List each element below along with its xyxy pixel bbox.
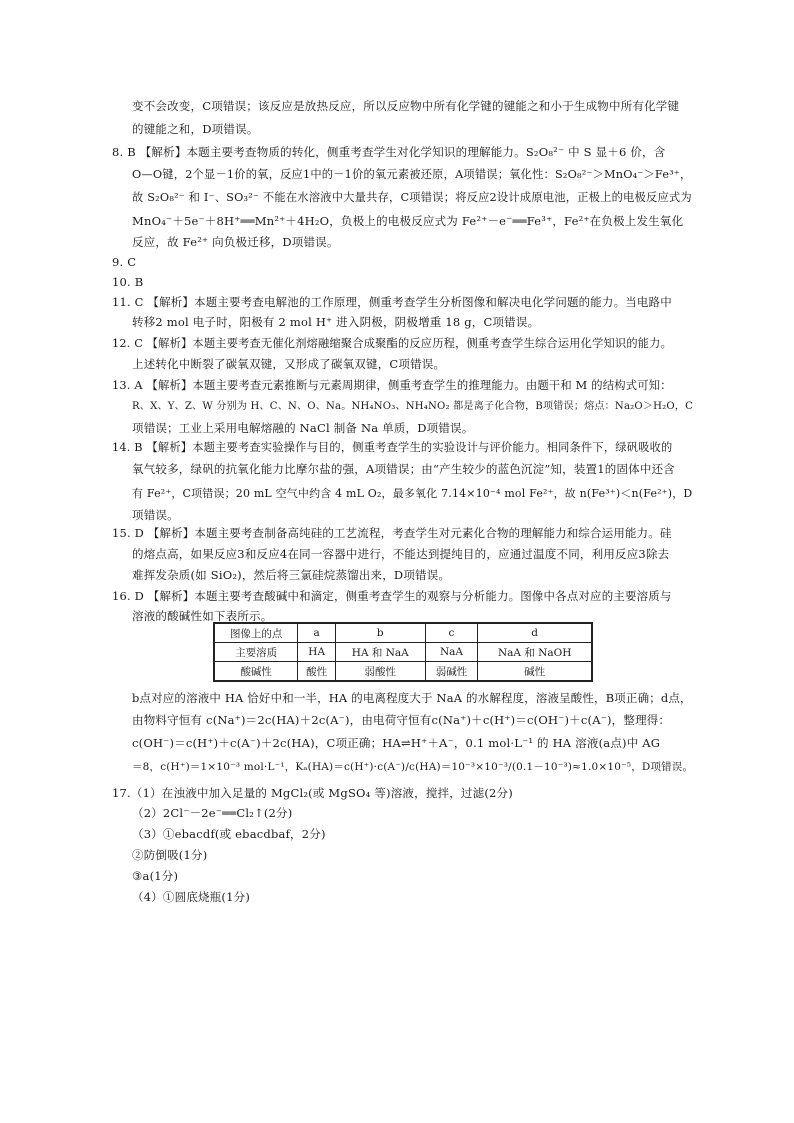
answer-9: 9. C bbox=[112, 255, 137, 269]
text-line: （2）2Cl⁻－2e⁻══Cl₂↑(2分) bbox=[132, 806, 293, 820]
table-cell: HA 和 NaA bbox=[335, 643, 425, 662]
answer-15-line: 15. D 【解析】本题主要考查制备高纯硅的工艺流程，考查学生对元素化合物的理解能力和综合运用能力。硅 bbox=[112, 526, 672, 540]
table-cell: c bbox=[425, 623, 478, 643]
table-cell: HA bbox=[298, 643, 336, 662]
table-cell: 酸性 bbox=[298, 662, 336, 682]
text-line: R、X、Y、Z、W 分别为 H、C、N、O、Na。NH₄NO₃、NH₄NO₂ 都是离子化合物，B项错误；熔点：Na₂O＞H₂O，C bbox=[132, 401, 694, 412]
text-line: 难挥发杂质(如 SiO₂)，然后将三氯硅烷蒸馏出来，D项错误。 bbox=[132, 568, 451, 582]
table-cell: 碱性 bbox=[478, 662, 592, 682]
table-intro: 溶液的酸碱性如下表所示。 bbox=[132, 609, 273, 623]
text-line: （3）①ebacdf(或 ebacdbaf，2分) bbox=[132, 827, 326, 841]
table-row bbox=[214, 662, 592, 682]
answer-16-line: 16. D 【解析】本题主要考查酸碱中和滴定，侧重考查学生的观察与分析能力。图像中各点对应的主要溶质与 bbox=[112, 589, 672, 603]
text-line: 故 S₂O₈²⁻ 和 I⁻、SO₃²⁻ 不能在水溶液中大量共存，C项错误；将反应2设计成原电池，正极上的电极反应式为 bbox=[132, 191, 692, 204]
table-cell: NaA bbox=[425, 643, 478, 662]
text-line: b点对应的溶液中 HA 恰好中和一半，HA 的电离程度大于 NaA 的水解程度，溶液呈酸性，B项正确；d点， bbox=[132, 691, 692, 705]
text-line: ③a(1分) bbox=[132, 869, 179, 883]
acid-base-table bbox=[213, 622, 593, 682]
table-row bbox=[214, 643, 592, 662]
text-line: 的键能之和，D项错误。 bbox=[132, 122, 259, 136]
table-cell: d bbox=[478, 623, 592, 643]
text-line: ②防倒吸(1分) bbox=[132, 848, 208, 862]
text-line: ＝8，c(H⁺)＝1×10⁻³ mol·L⁻¹，Kₐ(HA)＝c(H⁺)·c(A⁻)/c(HA)＝10⁻³×10⁻³/(0.1－10⁻³)≈1.0×10⁻⁵，D项错误。 bbox=[132, 761, 694, 773]
text-line: 转移2 mol 电子时，阳极有 2 mol H⁺ 进入阴极，阴极增重 18 g，C项错误。 bbox=[132, 315, 540, 329]
answer-13-line: 13. A 【解析】本题主要考查元素推断与元素周期律，侧重考查学生的推理能力。由题干和 M 的结构式可知： bbox=[112, 379, 672, 392]
text-line: （4）①圆底烧瓶(1分) bbox=[132, 890, 251, 904]
answer-8-line: 8. B 【解析】本题主要考查物质的转化，侧重考查学生对化学知识的理解能力。S₂O₈²⁻ 中 S 显＋6 价，含 bbox=[112, 145, 666, 159]
text-line: 的熔点高，如果反应3和反应4在同一容器中进行，不能达到提纯目的，应通过温度不同，利用反应3除去 bbox=[132, 547, 670, 561]
table-cell: 图像上的点 bbox=[214, 623, 298, 643]
text-line: 由物料守恒有 c(Na⁺)＝2c(HA)＋2c(A⁻)，由电荷守恒有c(Na⁺)＋c(H⁺)＝c(OH⁻)＋c(A⁻)，整理得： bbox=[132, 713, 671, 727]
text-line: MnO₄⁻＋5e⁻＋8H⁺══Mn²⁺＋4H₂O，负极上的电极反应式为 Fe²⁺－e⁻══Fe³⁺，Fe²⁺在负极上发生氧化 bbox=[132, 214, 684, 228]
table-cell: 主要溶质 bbox=[214, 643, 298, 662]
table-cell: 酸碱性 bbox=[214, 662, 298, 682]
text-line: 有 Fe²⁺，C项错误；20 mL 空气中约含 4 mL O₂，最多氧化 7.14×10⁻⁴ mol Fe²⁺，故 n(Fe³⁺)＜n(Fe²⁺)，D bbox=[132, 487, 693, 500]
answer-10: 10. B bbox=[112, 275, 144, 289]
text-line: 变不会改变，C项错误；该反应是放热反应，所以反应物中所有化学键的键能之和小于生成物中所有化学键 bbox=[132, 99, 680, 113]
table-cell: b bbox=[335, 623, 425, 643]
table-cell: 弱酸性 bbox=[335, 662, 425, 682]
text-line: c(OH⁻)＝c(H⁺)＋c(A⁻)＋2c(HA)，C项正确；HA⇌H⁺＋A⁻，0.1 mol·L⁻¹ 的 HA 溶液(a点)中 AG bbox=[132, 736, 661, 750]
table-cell: a bbox=[298, 623, 336, 643]
text-line: 项错误；工业上采用电解熔融的 NaCl 制备 Na 单质，D项错误。 bbox=[132, 421, 474, 435]
answer-11-line: 11. C 【解析】本题主要考查电解池的工作原理，侧重考查学生分析图像和解决电化学问题的能力。当电路中 bbox=[112, 295, 672, 309]
answer-17-line: 17.（1）在浊液中加入足量的 MgCl₂(或 MgSO₄ 等)溶液，搅拌，过滤(2分) bbox=[112, 786, 513, 800]
answer-14-line: 14. B 【解析】本题主要考查实验操作与目的，侧重考查学生的实验设计与评价能力。相同条件下，绿矾吸收的 bbox=[112, 441, 673, 454]
table-cell: 弱碱性 bbox=[425, 662, 478, 682]
text-line: O—O键，2个显－1价的氧，反应1中的－1价的氧元素被还原，A项错误；氧化性：S₂O₈²⁻＞MnO₄⁻＞Fe³⁺， bbox=[132, 168, 692, 181]
answer-12-line: 12. C 【解析】本题主要考查无催化剂熔融缩聚合成聚酯的反应历程，侧重考查学生综合运用化学知识的能力。 bbox=[112, 337, 673, 350]
text-line: 上述转化中断裂了碳氧双键，又形成了碳氧双键，C项错误。 bbox=[132, 357, 446, 371]
text-line: 反应，故 Fe²⁺ 向负极迁移，D项错误。 bbox=[132, 235, 339, 249]
table-cell: NaA 和 NaOH bbox=[478, 643, 592, 662]
text-line: 项错误。 bbox=[132, 508, 179, 522]
text-line: 氧气较多，绿矾的抗氧化能力比摩尔盐的强，A项错误；由“产生较少的蓝色沉淀”知，装置1的固体中还含 bbox=[132, 462, 675, 476]
